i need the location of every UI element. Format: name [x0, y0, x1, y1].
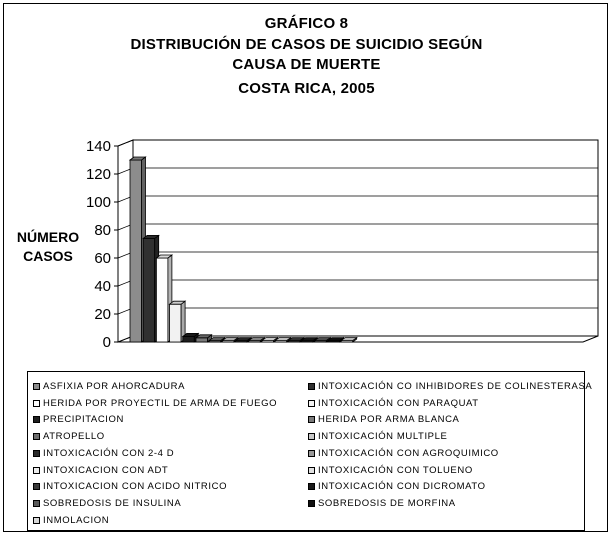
legend-item: [33, 431, 105, 442]
chart-title-line: DISTRIBUCIÓN DE CASOS DE SUICIDIO SEGÚN: [130, 36, 483, 53]
legend-label: HERIDA POR PROYECTIL DE ARMA DE FUEGO: [43, 397, 278, 409]
legend-label: SOBREDOSIS DE MORFINA: [318, 497, 456, 509]
legend-item: [33, 498, 181, 509]
legend-item: [308, 431, 447, 442]
legend-item: [308, 481, 486, 492]
legend-item: [308, 498, 456, 509]
legend-item: [308, 465, 473, 476]
legend-swatch: [308, 383, 315, 390]
legend-item: [33, 414, 124, 425]
legend-swatch: [33, 467, 40, 474]
legend-item: [308, 448, 499, 459]
y-tick-label: 140: [85, 138, 111, 155]
y-tick-label: 120: [85, 166, 111, 183]
legend-swatch: [33, 433, 40, 440]
bar: [170, 301, 186, 342]
legend-label: ATROPELLO: [43, 431, 105, 443]
legend-swatch: [33, 416, 40, 423]
legend-label: INMOLACION: [43, 514, 110, 526]
legend-swatch: [308, 433, 315, 440]
chart-subtitle: COSTA RICA, 2005: [238, 80, 375, 97]
plot-back-wall: [133, 140, 598, 336]
legend-label: ASFIXIA POR AHORCADURA: [43, 381, 186, 392]
bar-front: [183, 336, 195, 342]
bar-front: [156, 258, 168, 342]
y-axis-label-line1: NÚMERO: [16, 229, 80, 245]
legend-swatch: [33, 483, 40, 490]
chart-title-line: CAUSA DE MUERTE: [232, 56, 381, 73]
legend-item: [33, 448, 174, 459]
legend-label: INTOXICACIÓN CON AGROQUIMICO: [318, 447, 499, 459]
legend-swatch: [308, 400, 315, 407]
legend-label: INTOXICACIÓN CON PARAQUAT: [318, 397, 479, 409]
y-axis-label-line2: CASOS: [23, 248, 73, 264]
legend-item: [308, 398, 479, 409]
y-tick-label: 40: [94, 278, 111, 295]
legend-label: HERIDA POR ARMA BLANCA: [318, 414, 460, 426]
legend-label: INTOXICACIÓN CON DICROMATO: [318, 481, 486, 493]
bar-front: [130, 160, 142, 342]
legend-swatch: [308, 450, 315, 457]
legend-label: INTOXICACION CON ADT: [43, 464, 169, 476]
legend-swatch: [33, 450, 40, 457]
legend-item: [33, 515, 109, 526]
chart-figure-number: GRÁFICO 8: [264, 15, 349, 32]
y-tick-label: 100: [85, 194, 111, 211]
bar-front: [170, 304, 182, 342]
legend-item: [33, 481, 227, 492]
y-tick-label: 80: [94, 222, 111, 239]
legend-swatch: [308, 416, 315, 423]
legend-label: INTOXICACIÓN CON 2-4 D: [43, 447, 175, 459]
legend-label: INTOXICACION CON ACIDO NITRICO: [43, 481, 228, 493]
legend-item: [308, 381, 592, 392]
legend-swatch: [33, 400, 40, 407]
chart-legend: [27, 371, 593, 531]
legend-label: INTOXICACIÓN MULTIPLE: [318, 431, 448, 443]
legend-item: [33, 398, 277, 409]
legend-swatch: [33, 500, 40, 507]
legend-swatch: [308, 500, 315, 507]
y-tick-label: 20: [94, 306, 111, 323]
legend-swatch: [308, 467, 315, 474]
legend-swatch: [33, 517, 40, 524]
legend-label: INTOXICACIÓN CON TOLUENO: [318, 464, 473, 476]
bar-front: [143, 238, 155, 342]
y-tick-label: 60: [94, 250, 111, 267]
legend-swatch: [308, 483, 315, 490]
bar-front: [196, 338, 208, 342]
legend-item: [33, 381, 185, 392]
legend-label: INTOXICACIÓN CO INHIBIDORES DE COLINESTERASA: [318, 381, 593, 392]
legend-item: [308, 414, 460, 425]
legend-item: [33, 465, 168, 476]
legend-label: SOBREDOSIS DE INSULINA: [43, 497, 182, 509]
legend-label: PRECIPITACION: [43, 414, 124, 426]
y-tick-label: 0: [102, 334, 111, 351]
legend-swatch: [33, 383, 40, 390]
